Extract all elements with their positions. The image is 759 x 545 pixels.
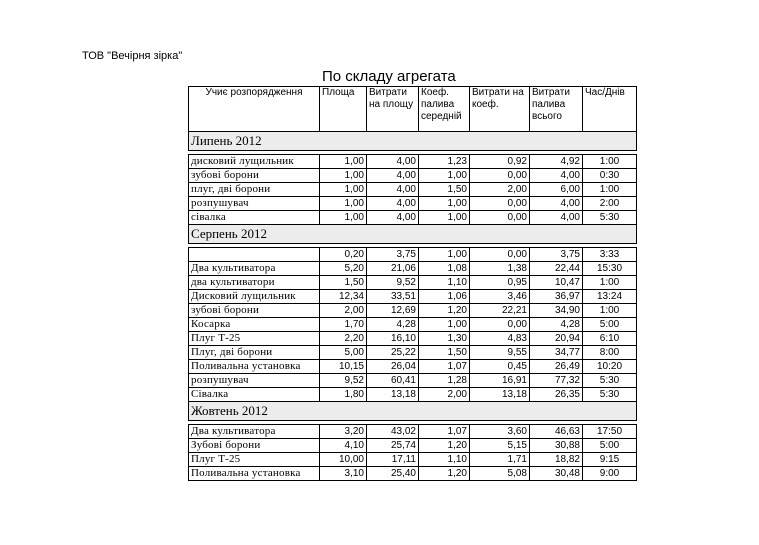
row-area: 1,00 (320, 155, 367, 169)
row-area: 10,00 (320, 453, 367, 467)
row-name: розпушувач (189, 197, 320, 211)
row-time: 13:24 (583, 290, 637, 304)
header-area: Площа (320, 87, 367, 132)
row-fuel-coef: 1,00 (419, 211, 470, 225)
row-fuel-total: 4,00 (530, 169, 583, 183)
row-fuel-total: 4,00 (530, 197, 583, 211)
row-cost-per-area: 9,52 (367, 276, 419, 290)
row-cost-per-coef: 3,46 (470, 290, 530, 304)
table-row (189, 374, 637, 388)
aggregate-table (188, 86, 637, 481)
row-cost-per-area: 26,04 (367, 360, 419, 374)
row-name: Два культиватора (189, 425, 320, 439)
group-header (189, 225, 637, 244)
row-time: 1:00 (583, 304, 637, 318)
row-cost-per-coef: 5,08 (470, 467, 530, 481)
row-name: зубові борони (189, 304, 320, 318)
row-area: 2,20 (320, 332, 367, 346)
table-row (189, 360, 637, 374)
row-fuel-total: 34,77 (530, 346, 583, 360)
row-cost-per-area: 3,75 (367, 248, 419, 262)
row-fuel-coef: 1,30 (419, 332, 470, 346)
row-name: розпушувач (189, 374, 320, 388)
row-fuel-coef: 1,10 (419, 276, 470, 290)
row-fuel-coef: 2,00 (419, 388, 470, 402)
row-name: Поливальна установка (189, 360, 320, 374)
row-area: 1,50 (320, 276, 367, 290)
row-fuel-total: 26,35 (530, 388, 583, 402)
row-cost-per-area: 4,00 (367, 211, 419, 225)
row-name: плуг, дві борони (189, 183, 320, 197)
table-row (189, 183, 637, 197)
group-label: Липень 2012 (189, 132, 637, 151)
row-fuel-total: 46,63 (530, 425, 583, 439)
group-label: Серпень 2012 (189, 225, 637, 244)
row-cost-per-coef: 0,00 (470, 169, 530, 183)
header-instruction: Учиє розпорядження (189, 87, 320, 132)
row-area: 5,00 (320, 346, 367, 360)
row-fuel-coef: 1,20 (419, 304, 470, 318)
row-fuel-coef: 1,00 (419, 169, 470, 183)
row-name: Поливальна установка (189, 467, 320, 481)
row-time: 5:00 (583, 318, 637, 332)
row-time: 1:00 (583, 183, 637, 197)
row-cost-per-coef: 13,18 (470, 388, 530, 402)
header-cost-per-coef: Витрати на коеф. (470, 87, 530, 132)
row-time: 0:30 (583, 169, 637, 183)
row-cost-per-coef: 3,60 (470, 425, 530, 439)
row-fuel-coef: 1,10 (419, 453, 470, 467)
table-row (189, 332, 637, 346)
row-area: 1,00 (320, 169, 367, 183)
row-time: 6:10 (583, 332, 637, 346)
row-cost-per-area: 4,00 (367, 197, 419, 211)
row-cost-per-coef: 0,45 (470, 360, 530, 374)
row-area: 12,34 (320, 290, 367, 304)
table-row (189, 439, 637, 453)
table-row (189, 276, 637, 290)
row-fuel-total: 34,90 (530, 304, 583, 318)
row-area: 9,52 (320, 374, 367, 388)
row-name: сівалка (189, 211, 320, 225)
row-name: два культиватори (189, 276, 320, 290)
row-cost-per-area: 13,18 (367, 388, 419, 402)
row-area: 1,00 (320, 211, 367, 225)
row-name (189, 248, 320, 262)
row-name: Косарка (189, 318, 320, 332)
row-area: 2,00 (320, 304, 367, 318)
row-fuel-total: 18,82 (530, 453, 583, 467)
row-area: 1,70 (320, 318, 367, 332)
row-name: Плуг Т-25 (189, 332, 320, 346)
table-row (189, 262, 637, 276)
row-time: 9:00 (583, 467, 637, 481)
row-cost-per-coef: 0,00 (470, 248, 530, 262)
row-cost-per-area: 60,41 (367, 374, 419, 388)
table-row (189, 453, 637, 467)
table-row (189, 388, 637, 402)
table-row (189, 467, 637, 481)
row-cost-per-area: 17,11 (367, 453, 419, 467)
row-area: 10,15 (320, 360, 367, 374)
table-row (189, 425, 637, 439)
row-time: 1:00 (583, 276, 637, 290)
table-row (189, 197, 637, 211)
row-cost-per-coef: 2,00 (470, 183, 530, 197)
header-time: Час/Днів (583, 87, 637, 132)
row-name: Плуг Т-25 (189, 453, 320, 467)
row-fuel-coef: 1,08 (419, 262, 470, 276)
group-header (189, 132, 637, 151)
row-time: 8:00 (583, 346, 637, 360)
row-fuel-total: 26,49 (530, 360, 583, 374)
table-row (189, 346, 637, 360)
row-time: 17:50 (583, 425, 637, 439)
row-cost-per-area: 4,00 (367, 155, 419, 169)
header-cost-per-area: Витрати на площу (367, 87, 419, 132)
row-fuel-total: 10,47 (530, 276, 583, 290)
header-row (189, 87, 637, 132)
row-cost-per-area: 25,40 (367, 467, 419, 481)
row-fuel-total: 4,92 (530, 155, 583, 169)
row-area: 3,10 (320, 467, 367, 481)
table-row (189, 155, 637, 169)
row-area: 1,00 (320, 183, 367, 197)
row-fuel-total: 20,94 (530, 332, 583, 346)
row-cost-per-area: 4,00 (367, 183, 419, 197)
row-cost-per-area: 4,28 (367, 318, 419, 332)
row-time: 5:30 (583, 388, 637, 402)
row-cost-per-coef: 0,00 (470, 211, 530, 225)
row-area: 4,10 (320, 439, 367, 453)
row-cost-per-area: 25,74 (367, 439, 419, 453)
row-fuel-coef: 1,00 (419, 197, 470, 211)
row-fuel-coef: 1,20 (419, 467, 470, 481)
row-cost-per-coef: 4,83 (470, 332, 530, 346)
row-time: 2:00 (583, 197, 637, 211)
header-fuel-coef: Коеф. палива середній (419, 87, 470, 132)
row-fuel-coef: 1,23 (419, 155, 470, 169)
row-area: 1,80 (320, 388, 367, 402)
row-cost-per-coef: 0,92 (470, 155, 530, 169)
row-fuel-coef: 1,06 (419, 290, 470, 304)
row-fuel-coef: 1,50 (419, 183, 470, 197)
table-row (189, 318, 637, 332)
row-cost-per-area: 4,00 (367, 169, 419, 183)
row-cost-per-coef: 5,15 (470, 439, 530, 453)
row-time: 3:33 (583, 248, 637, 262)
row-fuel-total: 4,00 (530, 211, 583, 225)
row-name: дисковий лущильник (189, 155, 320, 169)
table-row (189, 248, 637, 262)
row-time: 1:00 (583, 155, 637, 169)
row-cost-per-coef: 1,71 (470, 453, 530, 467)
row-name: Два культиватора (189, 262, 320, 276)
row-cost-per-coef: 0,95 (470, 276, 530, 290)
table-row (189, 290, 637, 304)
row-cost-per-coef: 0,00 (470, 318, 530, 332)
row-fuel-total: 36,97 (530, 290, 583, 304)
table-row (189, 211, 637, 225)
row-fuel-total: 30,48 (530, 467, 583, 481)
row-cost-per-area: 21,06 (367, 262, 419, 276)
company-name: ТОВ "Вечірня зірка" (82, 50, 183, 62)
row-cost-per-coef: 22,21 (470, 304, 530, 318)
row-fuel-coef: 1,00 (419, 318, 470, 332)
row-fuel-coef: 1,50 (419, 346, 470, 360)
row-time: 5:30 (583, 211, 637, 225)
row-name: Сівалка (189, 388, 320, 402)
row-area: 1,00 (320, 197, 367, 211)
row-fuel-coef: 1,28 (419, 374, 470, 388)
row-name: Плуг, дві борони (189, 346, 320, 360)
row-fuel-coef: 1,00 (419, 248, 470, 262)
group-label: Жовтень 2012 (189, 402, 637, 421)
row-time: 9:15 (583, 453, 637, 467)
table-row (189, 169, 637, 183)
row-time: 15:30 (583, 262, 637, 276)
row-time: 5:30 (583, 374, 637, 388)
row-cost-per-coef: 0,00 (470, 197, 530, 211)
row-area: 5,20 (320, 262, 367, 276)
row-cost-per-coef: 9,55 (470, 346, 530, 360)
row-cost-per-area: 16,10 (367, 332, 419, 346)
row-fuel-coef: 1,20 (419, 439, 470, 453)
row-fuel-total: 6,00 (530, 183, 583, 197)
row-cost-per-area: 43,02 (367, 425, 419, 439)
row-fuel-total: 4,28 (530, 318, 583, 332)
row-time: 5:00 (583, 439, 637, 453)
row-cost-per-area: 12,69 (367, 304, 419, 318)
row-fuel-coef: 1,07 (419, 360, 470, 374)
header-fuel-total: Витрати палива всього (530, 87, 583, 132)
row-cost-per-coef: 1,38 (470, 262, 530, 276)
row-name: Дисковий лущильник (189, 290, 320, 304)
group-header (189, 402, 637, 421)
row-fuel-total: 30,88 (530, 439, 583, 453)
row-cost-per-coef: 16,91 (470, 374, 530, 388)
row-name: зубові борони (189, 169, 320, 183)
row-fuel-total: 77,32 (530, 374, 583, 388)
row-area: 3,20 (320, 425, 367, 439)
row-name: Зубові борони (189, 439, 320, 453)
row-fuel-total: 22,44 (530, 262, 583, 276)
row-fuel-coef: 1,07 (419, 425, 470, 439)
table-row (189, 304, 637, 318)
row-cost-per-area: 33,51 (367, 290, 419, 304)
row-area: 0,20 (320, 248, 367, 262)
report-title: По складу агрегата (322, 68, 456, 85)
row-cost-per-area: 25,22 (367, 346, 419, 360)
row-time: 10:20 (583, 360, 637, 374)
row-fuel-total: 3,75 (530, 248, 583, 262)
